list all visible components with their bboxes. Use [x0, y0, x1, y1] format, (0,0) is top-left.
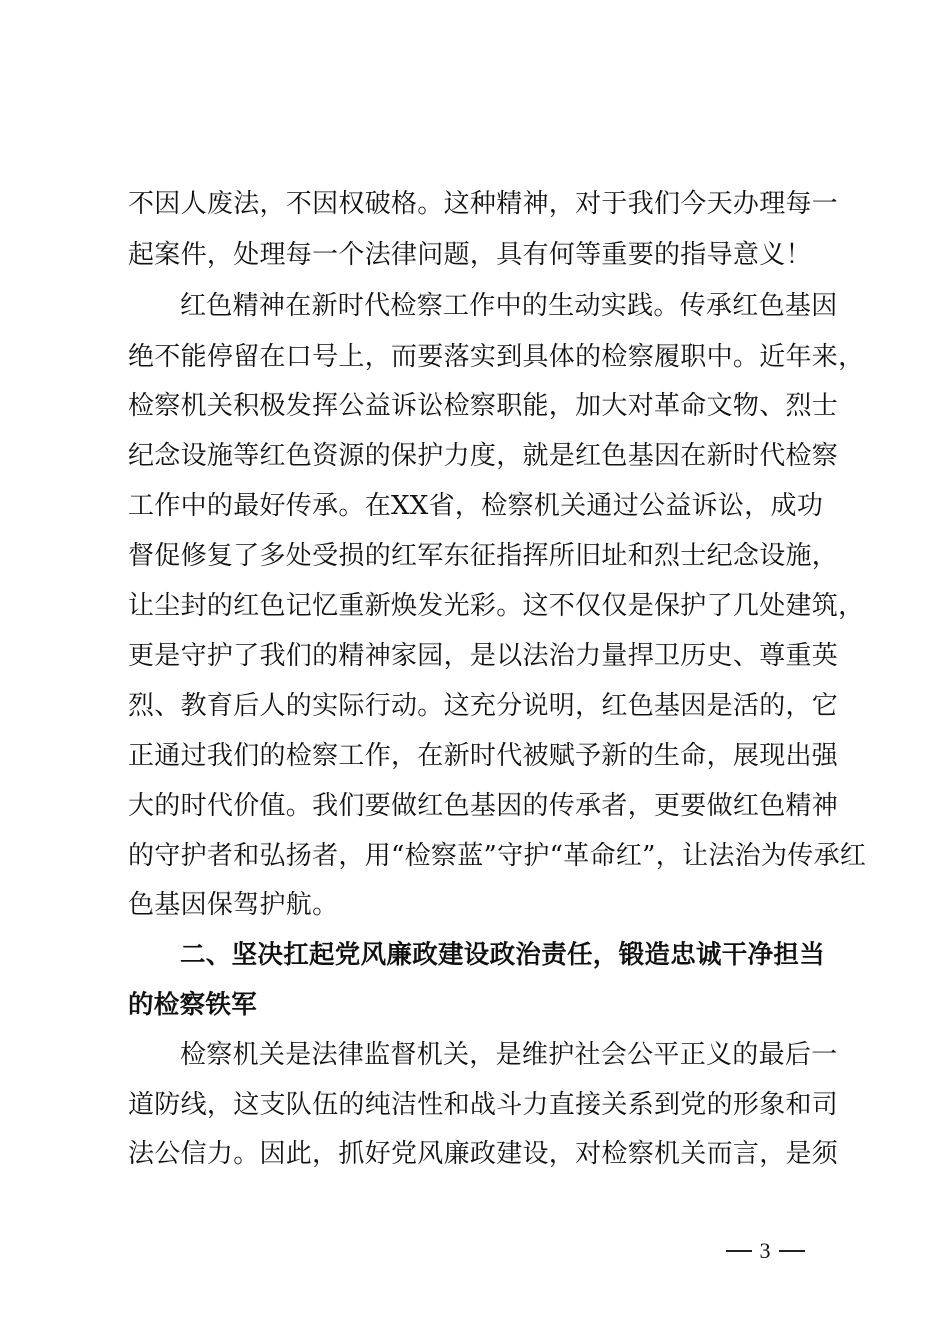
text-line: 督促修复了多处受损的红军东征指挥所旧址和烈士纪念设施，: [128, 541, 839, 571]
text-line: 更是守护了我们的精神家园，是以法治力量捍卫历史、尊重英: [128, 641, 839, 671]
text-line: 工作中的最好传承。在XX省，检察机关通过公益诉讼，成功: [128, 491, 824, 521]
text-line: 纪念设施等红色资源的保护力度，就是红色基因在新时代检察: [128, 441, 839, 471]
footer-dash-left: [726, 1250, 752, 1252]
text-line: 让尘封的红色记忆重新焕发光彩。这不仅仅是保护了几处建筑，: [128, 591, 865, 621]
page-footer: [720, 1236, 810, 1266]
text-line: 检察机关是法律监督机关，是维护社会公平正义的最后一: [180, 1040, 838, 1070]
text-line: 大的时代价值。我们要做红色基因的传承者，更要做红色精神: [128, 791, 839, 821]
page-number: 3: [759, 1238, 771, 1263]
text-line: 烈、教育后人的实际行动。这充分说明，红色基因是活的，它: [128, 691, 839, 721]
footer-dash-right: [779, 1250, 805, 1252]
section-heading: 的检察铁军: [128, 990, 258, 1020]
text-line: 检察机关积极发挥公益诉讼检察职能，加大对革命文物、烈士: [128, 391, 839, 421]
text-line: 法公信力。因此，抓好党风廉政建设，对检察机关而言，是须: [128, 1139, 839, 1169]
text-line: 正通过我们的检察工作，在新时代被赋予新的生命，展现出强: [128, 741, 839, 771]
text-line: 的守护者和弘扬者，用“检察蓝”守护“革命红”，让法治为传承红: [128, 841, 867, 871]
text-line: 起案件，处理每一个法律问题，具有何等重要的指导意义！: [128, 240, 812, 270]
section-heading: 二、坚决扛起党风廉政建设政治责任，锻造忠诚干净担当: [180, 940, 826, 970]
text-line: 色基因保驾护航。: [128, 890, 339, 920]
text-line: 道防线，这支队伍的纯洁性和战斗力直接关系到党的形象和司: [128, 1090, 839, 1120]
text-line: 红色精神在新时代检察工作中的生动实践。传承红色基因: [180, 291, 838, 321]
text-line: 不因人废法，不因权破格。这种精神，对于我们今天办理每一: [128, 189, 839, 219]
text-line: 绝不能停留在口号上，而要落实到具体的检察履职中。近年来，: [128, 342, 865, 372]
